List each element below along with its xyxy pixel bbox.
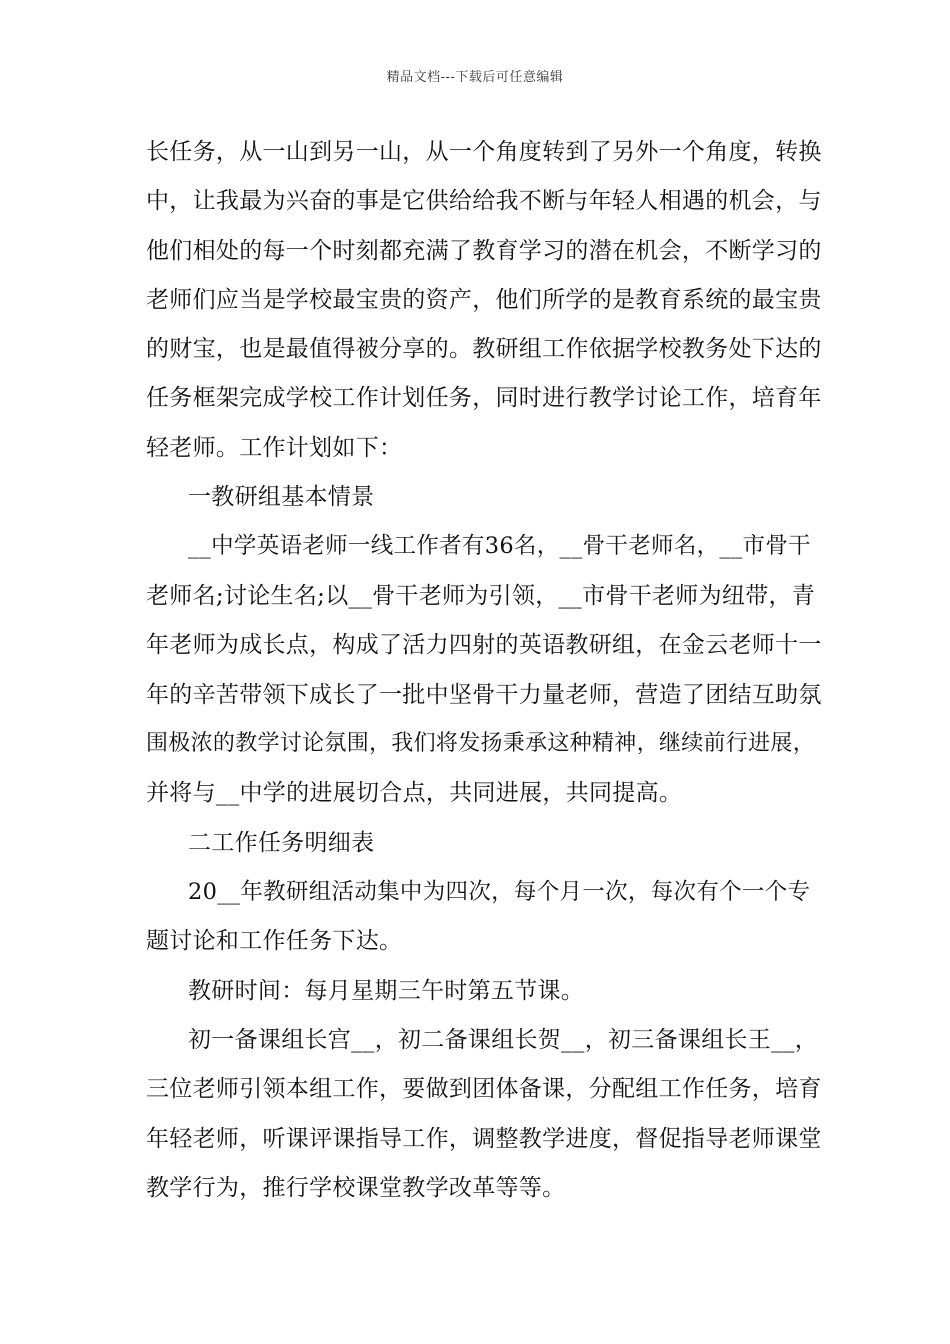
section-heading: 一教研组基本情景: [188, 484, 375, 510]
text-line: 20__年教研组活动集中为四次，每个月一次，每次有个一个专: [188, 879, 811, 905]
text-line: 题讨论和工作任务下达。: [146, 928, 403, 954]
text-line: 中，让我最为兴奋的事是它供给给我不断与年轻人相遇的机会，与: [146, 188, 822, 214]
text-line: 围极浓的教学讨论氛围，我们将发扬秉承这种精神，继续前行进展，: [146, 731, 816, 756]
section-heading: 二工作任务明细表: [188, 830, 375, 856]
text-line: 并将与__中学的进展切合点，共同进展，共同提高。: [146, 780, 683, 806]
text-line: 老师们应当是学校最宝贵的资产，他们所学的是教育系统的最宝贵: [146, 287, 822, 313]
text-line: 老师名;讨论生名;以__骨干老师为引领，__市骨干老师为纽带，青: [146, 583, 816, 609]
text-line: 初一备课组长宫__，初二备课组长贺__，初三备课组长王__，: [188, 1027, 818, 1053]
text-line: 教研时间：每月星期三午时第五节课。: [188, 978, 585, 1004]
text-line: 年的辛苦带领下成长了一批中坚骨干力量老师，营造了团结互助氛: [146, 682, 822, 708]
text-line: 长任务，从一山到另一山，从一个角度转到了另外一个角度，转换: [146, 139, 822, 165]
text-line: __中学英语老师一线工作者有36名，__骨干老师名，__市骨干: [188, 533, 811, 559]
text-line: 年轻老师，听课评课指导工作，调整教学进度，督促指导老师课堂: [146, 1126, 822, 1152]
text-line: 轻老师。工作计划如下：: [146, 435, 403, 461]
text-line: 他们相处的每一个时刻都充满了教育学习的潜在机会，不断学习的: [146, 238, 822, 264]
page-header: 精品文档---下载后可任意编辑: [386, 70, 564, 85]
text-line: 年老师为成长点，构成了活力四射的英语教研组，在金云老师十一: [146, 632, 822, 658]
text-line: 教学行为，推行学校课堂教学改革等等。: [146, 1175, 566, 1201]
text-line: 任务框架完成学校工作计划任务，同时进行教学讨论工作，培育年: [146, 385, 822, 411]
text-line: 的财宝，也是最值得被分享的。教研组工作依据学校教务处下达的: [146, 336, 822, 362]
text-line: 三位老师引领本组工作，要做到团体备课，分配组工作任务，培育: [146, 1076, 822, 1102]
